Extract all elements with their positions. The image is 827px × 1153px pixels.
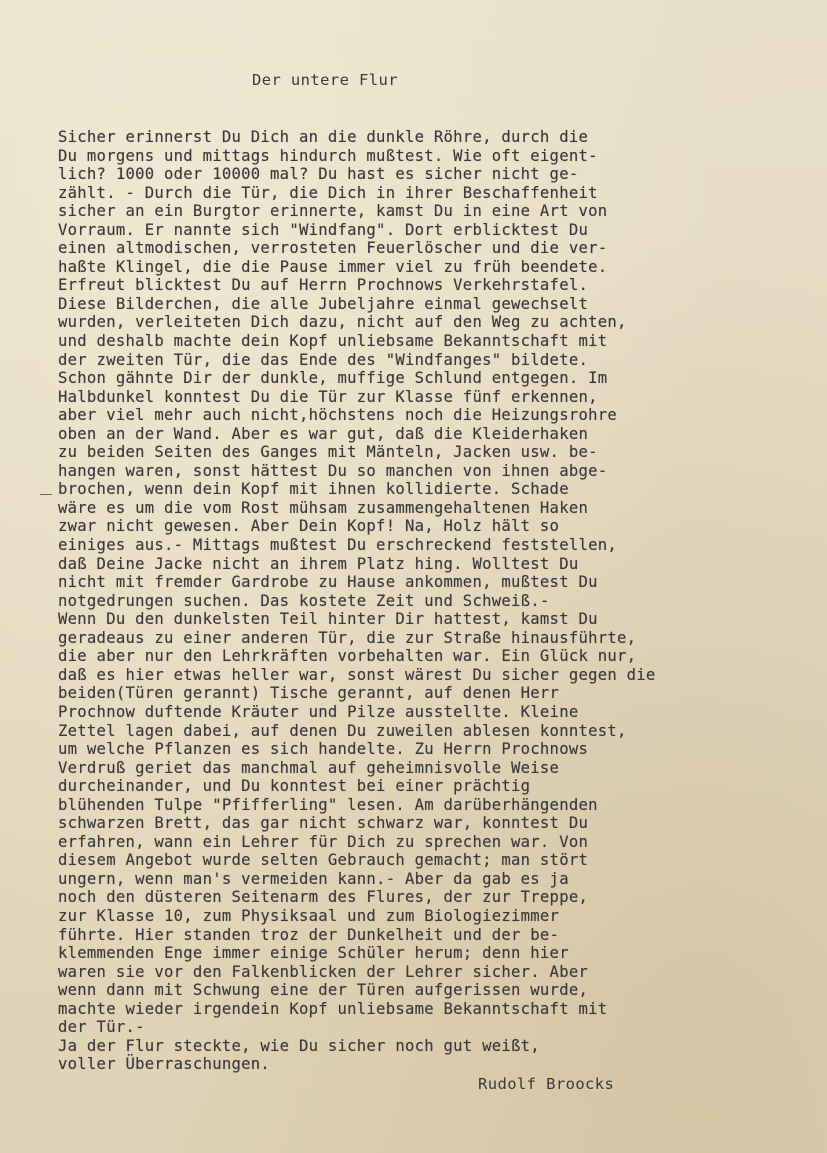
text-line: wurden, verleiteten Dich dazu, nicht auf den Weg zu achten,: [58, 313, 627, 332]
text-line: führte. Hier standen troz der Dunkelheit und der be-: [58, 925, 560, 944]
text-line: einiges aus.- Mittags mußtest Du erschreckend feststellen,: [58, 536, 618, 555]
text-line: hangen waren, sonst hättest Du so manchen von ihnen abge-: [58, 461, 608, 480]
text-line: haßte Klingel, die die Pause immer viel zu früh beendete.: [58, 257, 608, 276]
margin-mark: [40, 494, 52, 495]
text-line: Halbdunkel konntest Du die Tür zur Klasse fünf erkennen,: [58, 387, 598, 406]
text-line: Ja der Flur steckte, wie Du sicher noch gut weißt,: [58, 1036, 540, 1055]
text-line: geradeaus zu einer anderen Tür, die zur Straße hinausführte,: [58, 628, 637, 647]
text-line: durcheinander, und Du konntest bei einer prächtig: [58, 777, 531, 796]
text-line: diesem Angebot wurde selten Gebrauch gemacht; man stört: [58, 851, 589, 870]
text-line: einen altmodischen, verrosteten Feuerlöscher und die ver-: [58, 239, 608, 258]
text-line: waren sie vor den Falkenblicken der Lehrer sicher. Aber: [58, 962, 589, 981]
text-line: Sicher erinnerst Du Dich an die dunkle Röhre, durch die: [58, 128, 589, 146]
text-line: lich? 1000 oder 10000 mal? Du hast es sicher nicht ge-: [58, 165, 579, 184]
text-line: Erfreut blicktest Du auf Herrn Prochnows Verkehrstafel.: [58, 276, 589, 295]
text-line: Du morgens und mittags hindurch mußtest. Wie oft eigent-: [58, 146, 598, 165]
text-line: beiden(Türen gerannt) Tische gerannt, auf denen Herr: [58, 684, 560, 703]
text-line: daß es hier etwas heller war, sonst wärest Du sicher gegen die: [58, 665, 656, 684]
text-line: Zettel lagen dabei, auf denen Du zuweilen ablesen konntest,: [58, 721, 627, 740]
text-line: wenn dann mit Schwung eine der Türen aufgerissen wurde,: [58, 981, 589, 1000]
text-line: Wenn Du den dunkelsten Teil hinter Dir hattest, kamst Du: [58, 610, 598, 629]
body-text: [58, 128, 798, 1074]
author-signature: Rudolf Broocks: [478, 1075, 615, 1093]
text-line: noch den düsteren Seitenarm des Flures, der zur Treppe,: [58, 888, 589, 907]
text-line: um welche Pflanzen es sich handelte. Zu Herrn Prochnows: [58, 740, 589, 759]
text-line: oben an der Wand. Aber es war gut, daß die Kleiderhaken: [58, 424, 589, 443]
text-line: aber viel mehr auch nicht,höchstens noch die Heizungsrohre: [58, 406, 618, 425]
text-line: ungern, wenn man's vermeiden kann.- Aber da gab es ja: [58, 869, 569, 888]
text-line: wäre es um die vom Rost mühsam zusammengehaltenen Haken: [58, 498, 589, 517]
text-line: erfahren, wann ein Lehrer für Dich zu sprechen war. Von: [58, 832, 589, 851]
text-line: blühenden Tulpe "Pfifferling" lesen. Am darüberhängenden: [58, 795, 598, 814]
text-line: nicht mit fremder Gardrobe zu Hause ankommen, mußtest Du: [58, 573, 598, 592]
text-line: sicher an ein Burgtor erinnerte, kamst Du in eine Art von: [58, 202, 608, 221]
text-line: machte wieder irgendein Kopf unliebsame Bekanntschaft mit: [58, 999, 608, 1018]
text-line: zu beiden Seiten des Ganges mit Mänteln, Jacken usw. be-: [58, 443, 598, 462]
page-title: Der untere Flur: [252, 71, 398, 89]
text-line: der zweiten Tür, die das Ende des "Windfanges" bildete.: [58, 350, 589, 369]
text-line: zählt. - Durch die Tür, die Dich in ihrer Beschaffenheit: [58, 183, 598, 202]
text-line: notgedrungen suchen. Das kostete Zeit und Schweiß.-: [58, 591, 550, 610]
text-line: Diese Bilderchen, die alle Jubeljahre einmal gewechselt: [58, 294, 589, 313]
text-line: daß Deine Jacke nicht an ihrem Platz hing. Wolltest Du: [58, 554, 579, 573]
text-line: klemmenden Enge immer einige Schüler herum; denn hier: [58, 944, 569, 963]
text-line: der Tür.-: [58, 1018, 145, 1037]
text-line: zur Klasse 10, zum Physiksaal und zum Biologiezimmer: [58, 906, 560, 925]
text-line: schwarzen Brett, das gar nicht schwarz war, konntest Du: [58, 814, 589, 833]
text-line: Schon gähnte Dir der dunkle, muffige Schlund entgegen. Im: [58, 369, 608, 388]
text-line: brochen, wenn dein Kopf mit ihnen kollidierte. Schade: [58, 480, 569, 499]
text-line: die aber nur den Lehrkräften vorbehalten war. Ein Glück nur,: [58, 647, 637, 666]
text-line: Verdruß geriet das manchmal auf geheimnisvolle Weise: [58, 758, 560, 777]
text-line: Prochnow duftende Kräuter und Pilze ausstellte. Kleine: [58, 702, 579, 721]
text-line: Vorraum. Er nannte sich "Windfang". Dort erblicktest Du: [58, 220, 589, 239]
text-line: zwar nicht gewesen. Aber Dein Kopf! Na, Holz hält so: [58, 517, 560, 536]
text-line: voller Überraschungen.: [58, 1055, 271, 1074]
text-line: und deshalb machte dein Kopf unliebsame Bekanntschaft mit: [58, 332, 608, 351]
